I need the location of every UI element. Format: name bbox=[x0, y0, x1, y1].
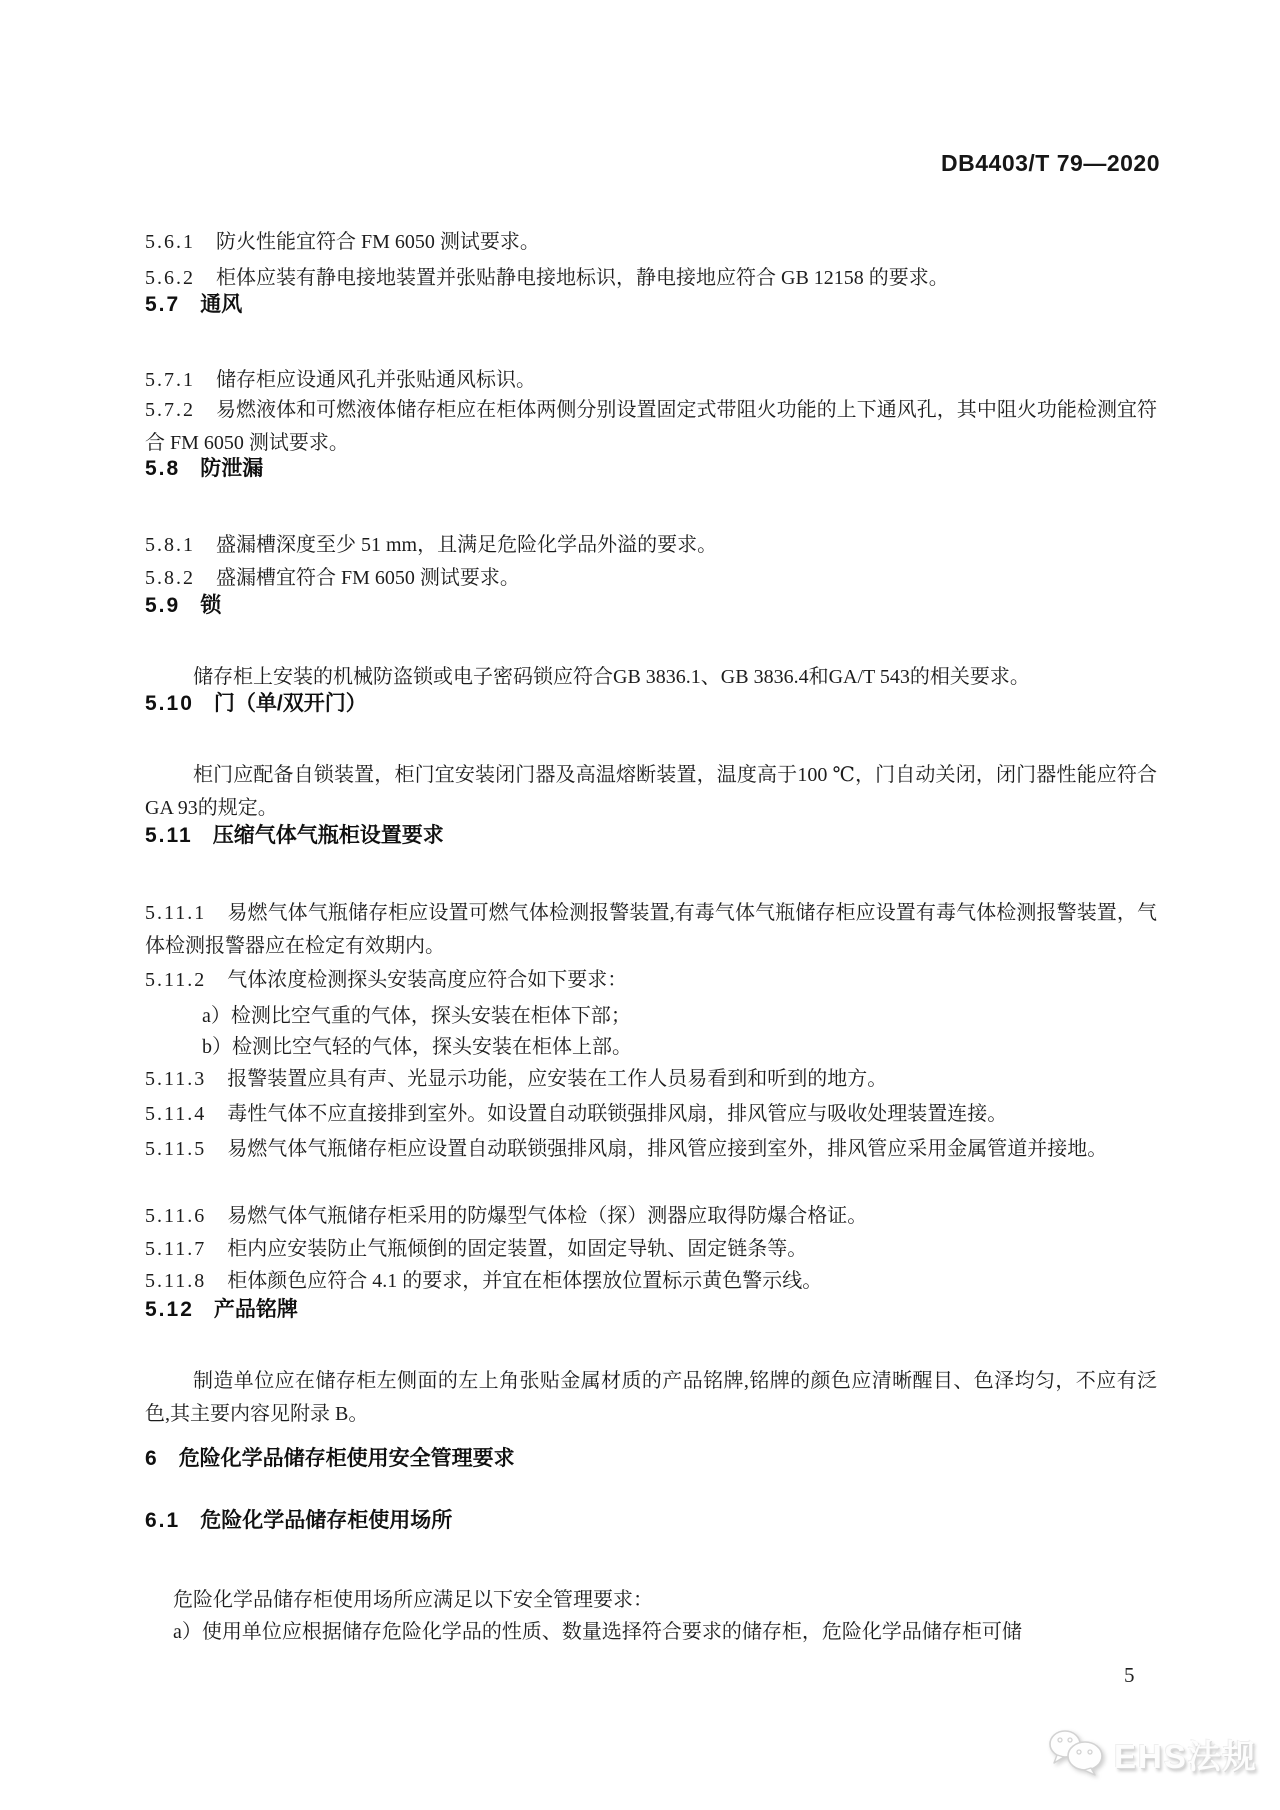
paragraph-5.10: 柜门应配备自锁装置，柜门宜安装闭门器及高温熔断装置，温度高于100 ℃，门自动关闭，闭门器性能应符合GA 93的规定。 bbox=[145, 764, 1157, 819]
heading-title: 危险化学品储存柜使用安全管理要求 bbox=[178, 1447, 515, 1470]
clause-5.11.5 bbox=[145, 1133, 1157, 1166]
clause-text: 柜体颜色应符合 4.1 的要求，并宜在柜体摆放位置标示黄色警示线。 bbox=[227, 1270, 823, 1292]
clause-5.11.8 bbox=[145, 1265, 1157, 1298]
section-heading-5.8 bbox=[145, 456, 1157, 482]
clause-number: 5.11.5 bbox=[145, 1138, 207, 1160]
clause-number: 5.8.1 bbox=[145, 534, 195, 556]
clause-text: 易燃液体和可燃液体储存柜应在柜体两侧分别设置固定式带阻火功能的上下通风孔，其中阻火功能检测宜符合 FM 6050 测试要求。 bbox=[145, 399, 1157, 454]
heading-number: 5.9 bbox=[145, 594, 181, 617]
paragraph-6.1: 危险化学品储存柜使用场所应满足以下安全管理要求： bbox=[173, 1589, 653, 1611]
heading-title: 通风 bbox=[200, 293, 243, 316]
clause-text: 盛漏槽宜符合 FM 6050 测试要求。 bbox=[216, 567, 520, 589]
list-item-a-5.11.2: a）检测比空气重的气体，探头安装在柜体下部； bbox=[202, 1005, 631, 1027]
paragraph-5.12: 制造单位应在储存柜左侧面的左上角张贴金属材质的产品铭牌,铭牌的颜色应清晰醒目、色泽均匀，不应有泛色,其主要内容见附录 B。 bbox=[145, 1370, 1157, 1425]
clause-text: 气体浓度检测探头安装高度应符合如下要求： bbox=[227, 969, 628, 991]
clause-number: 5.11.3 bbox=[145, 1068, 207, 1090]
clause-text: 易燃气体气瓶储存柜应设置可燃气体检测报警装置,有毒气体气瓶储存柜应设置有毒气体检测报警装置，气体检测报警器应在检定有效期内。 bbox=[145, 902, 1157, 957]
heading-number: 5.7 bbox=[145, 293, 181, 316]
list-item-a-6.1: a）使用单位应根据储存危险化学品的性质、数量选择符合要求的储存柜，危险化学品储存柜可储 bbox=[173, 1621, 1022, 1643]
clause-number: 5.11.2 bbox=[145, 969, 207, 991]
heading-number: 6 bbox=[145, 1447, 159, 1470]
clause-text: 报警装置应具有声、光显示功能，应安装在工作人员易看到和听到的地方。 bbox=[227, 1068, 888, 1090]
clause-number: 5.7.2 bbox=[145, 399, 195, 421]
watermark bbox=[1048, 1728, 1258, 1781]
heading-title: 产品铭牌 bbox=[213, 1298, 298, 1321]
clause-5.11.2 bbox=[145, 964, 1157, 997]
clause-text: 防火性能宜符合 FM 6050 测试要求。 bbox=[216, 231, 540, 253]
clause-text: 柜体应装有静电接地装置并张贴静电接地标识，静电接地应符合 GB 12158 的要求。 bbox=[216, 267, 949, 289]
clause-text: 毒性气体不应直接排到室外。如设置自动联锁强排风扇，排风管应与吸收处理装置连接。 bbox=[227, 1103, 1008, 1125]
section-heading-5.11 bbox=[145, 823, 1157, 849]
heading-title: 锁 bbox=[200, 594, 222, 617]
chapter-heading-6 bbox=[145, 1446, 1157, 1472]
clause-text: 柜内应安装防止气瓶倾倒的固定装置，如固定导轨、固定链条等。 bbox=[227, 1238, 808, 1260]
clause-5.6.2 bbox=[145, 262, 1157, 295]
heading-title: 压缩气体气瓶柜设置要求 bbox=[212, 824, 444, 847]
clause-5.11.6 bbox=[145, 1200, 1157, 1233]
clause-number: 5.11.4 bbox=[145, 1103, 207, 1125]
heading-number: 6.1 bbox=[145, 1509, 181, 1532]
heading-number: 5.10 bbox=[145, 692, 194, 715]
clause-5.11.1 bbox=[145, 897, 1157, 963]
clause-number: 5.8.2 bbox=[145, 567, 195, 589]
clause-text: 易燃气体气瓶储存柜采用的防爆型气体检（探）测器应取得防爆合格证。 bbox=[227, 1205, 868, 1227]
watermark-text: EHS法规 bbox=[1114, 1738, 1258, 1775]
clause-number: 5.11.8 bbox=[145, 1270, 207, 1292]
paragraph-5.9: 储存柜上安装的机械防盗锁或电子密码锁应符合GB 3836.1、GB 3836.4和GA/T 543的相关要求。 bbox=[193, 666, 1030, 688]
clause-number: 5.11.1 bbox=[145, 902, 207, 924]
heading-title: 危险化学品储存柜使用场所 bbox=[200, 1509, 453, 1532]
clause-5.11.7 bbox=[145, 1233, 1157, 1266]
clause-5.11.3 bbox=[145, 1063, 1157, 1096]
clause-5.11.4 bbox=[145, 1098, 1157, 1131]
section-heading-5.9 bbox=[145, 593, 1157, 619]
clause-5.8.2 bbox=[145, 562, 1157, 595]
clause-number: 5.7.1 bbox=[145, 369, 195, 391]
heading-title: 防泄漏 bbox=[200, 457, 264, 480]
wechat-icon bbox=[1048, 1728, 1106, 1781]
clause-5.8.1 bbox=[145, 529, 1157, 562]
section-heading-5.12 bbox=[145, 1297, 1157, 1323]
section-heading-6.1 bbox=[145, 1508, 1157, 1534]
clause-text: 盛漏槽深度至少 51 mm，且满足危险化学品外溢的要求。 bbox=[216, 534, 718, 556]
list-item-b-5.11.2: b）检测比空气轻的气体，探头安装在柜体上部。 bbox=[202, 1036, 632, 1058]
clause-number: 5.6.1 bbox=[145, 231, 195, 253]
heading-title: 门（单/双开门） bbox=[213, 692, 367, 715]
clause-5.7.2 bbox=[145, 394, 1157, 460]
doc-code: DB4403/T 79—2020 bbox=[941, 150, 1160, 176]
clause-number: 5.11.7 bbox=[145, 1238, 207, 1260]
clause-number: 5.6.2 bbox=[145, 267, 195, 289]
clause-text: 储存柜应设通风孔并张贴通风标识。 bbox=[216, 369, 536, 391]
heading-number: 5.11 bbox=[145, 824, 193, 847]
clause-5.7.1 bbox=[145, 364, 1157, 397]
heading-number: 5.8 bbox=[145, 457, 181, 480]
clause-text: 易燃气体气瓶储存柜应设置自动联锁强排风扇，排风管应接到室外，排风管应采用金属管道并接地。 bbox=[227, 1138, 1108, 1160]
section-heading-5.10 bbox=[145, 691, 1157, 717]
heading-number: 5.12 bbox=[145, 1298, 194, 1321]
clause-5.6.1 bbox=[145, 226, 1157, 259]
section-heading-5.7 bbox=[145, 292, 1157, 318]
page-number: 5 bbox=[1124, 1663, 1135, 1687]
clause-number: 5.11.6 bbox=[145, 1205, 207, 1227]
